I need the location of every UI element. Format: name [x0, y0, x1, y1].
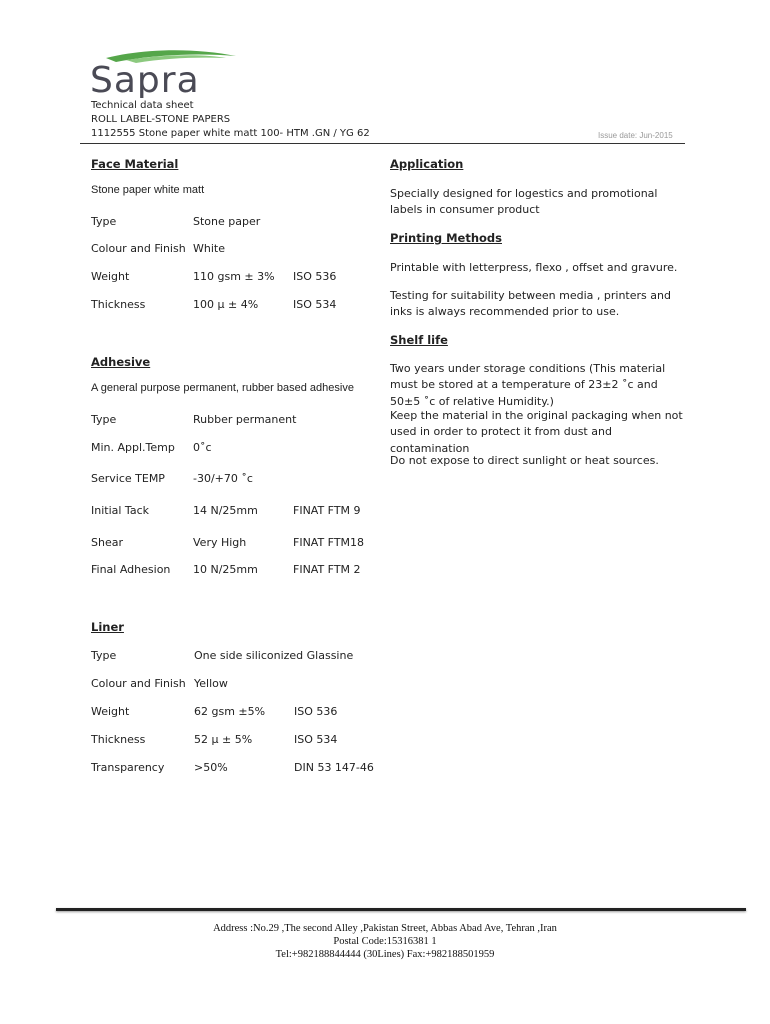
adhesive-row-value: -30/+70 ˚c [193, 472, 253, 485]
liner-row-standard: DIN 53 147-46 [294, 761, 374, 774]
liner-row-label: Transparency [91, 761, 165, 774]
liner-row-value: One side siliconized Glassine [194, 649, 354, 662]
liner-row-value: 52 µ ± 5% [194, 733, 253, 746]
doc-type: Technical data sheet [91, 100, 194, 111]
printing-methods-title: Printing Methods [390, 231, 502, 245]
shelf-life-packaging-text: Keep the material in the original packaging when not used in order to protect it from dust and contamination [390, 409, 683, 455]
sapra-logo [86, 46, 246, 98]
adhesive-row-value: 14 N/25mm [193, 504, 258, 517]
adhesive-row-label: Initial Tack [91, 504, 149, 517]
issue-date: Issue date: Jun-2015 [598, 131, 673, 140]
liner-row-label: Colour and Finish [91, 677, 186, 690]
header-divider [80, 143, 685, 144]
footer-address: Address :No.29 ,The second Alley ,Pakistan Street, Abbas Abad Ave, Tehran ,Iran [213, 923, 557, 934]
face-row-value: 100 µ ± 4% [193, 298, 259, 311]
liner-row-standard: ISO 534 [294, 733, 338, 746]
liner-row-value: Yellow [194, 677, 228, 690]
face-row-value: 110 gsm ± 3% [193, 270, 275, 283]
adhesive-row-standard: FINAT FTM 2 [293, 563, 361, 576]
face-material-title: Face Material [91, 157, 179, 171]
face-row-standard: ISO 534 [293, 298, 337, 311]
adhesive-row-label: Shear [91, 536, 123, 549]
face-row-label: Type [91, 215, 117, 228]
adhesive-subtitle: A general purpose permanent, rubber based adhesive [91, 382, 354, 394]
adhesive-row-label: Service TEMP [91, 472, 165, 485]
shelf-life-title: Shelf life [390, 333, 448, 347]
face-row-label: Thickness [91, 298, 146, 311]
adhesive-row-standard: FINAT FTM18 [293, 536, 365, 549]
liner-row-value: >50% [194, 761, 228, 774]
product-code: 1112555 Stone paper white matt 100- HTM .GN / YG 62 [91, 128, 370, 139]
face-row-label: Colour and Finish [91, 242, 186, 255]
footer-divider [56, 908, 746, 911]
face-row-value: White [193, 242, 225, 255]
face-row-standard: ISO 536 [293, 270, 337, 283]
shelf-life-storage-text: Two years under storage conditions (This material must be stored at a temperature of 23±2 ˚c and 50±5 ˚c of relative Humidity.) [390, 362, 666, 408]
product-family: ROLL LABEL-STONE PAPERS [91, 114, 231, 125]
adhesive-row-value: Rubber permanent [193, 413, 297, 426]
adhesive-row-standard: FINAT FTM 9 [293, 504, 361, 517]
face-material-subtitle: Stone paper white matt [91, 184, 205, 196]
logo-wordmark: Sapra [90, 60, 200, 98]
liner-row-label: Type [91, 649, 117, 662]
adhesive-row-label: Min. Appl.Temp [91, 441, 175, 454]
footer-postal-code: Postal Code:15316381 1 [333, 936, 437, 947]
printing-methods-text: Printable with letterpress, flexo , offset and gravure. [390, 261, 678, 274]
shelf-life-warning-text: Do not expose to direct sunlight or heat sources. [390, 454, 659, 467]
adhesive-row-value: 0˚c [193, 441, 212, 454]
liner-row-standard: ISO 536 [294, 705, 338, 718]
printing-testing-text: Testing for suitability between media , printers and inks is always recommended prior to use. [390, 289, 671, 319]
face-row-value: Stone paper [193, 215, 261, 228]
liner-title: Liner [91, 620, 124, 634]
adhesive-row-value: Very High [193, 536, 247, 549]
application-text: Specially designed for logestics and promotional labels in consumer product [390, 187, 658, 217]
liner-row-label: Weight [91, 705, 130, 718]
liner-row-value: 62 gsm ±5% [194, 705, 266, 718]
footer-contact: Tel:+982188844444 (30Lines) Fax:+982188501959 [275, 949, 495, 960]
adhesive-row-value: 10 N/25mm [193, 563, 258, 576]
adhesive-row-label: Final Adhesion [91, 563, 171, 576]
liner-row-label: Thickness [91, 733, 146, 746]
face-row-label: Weight [91, 270, 130, 283]
application-title: Application [390, 157, 464, 171]
adhesive-row-label: Type [91, 413, 117, 426]
adhesive-title: Adhesive [91, 355, 151, 369]
